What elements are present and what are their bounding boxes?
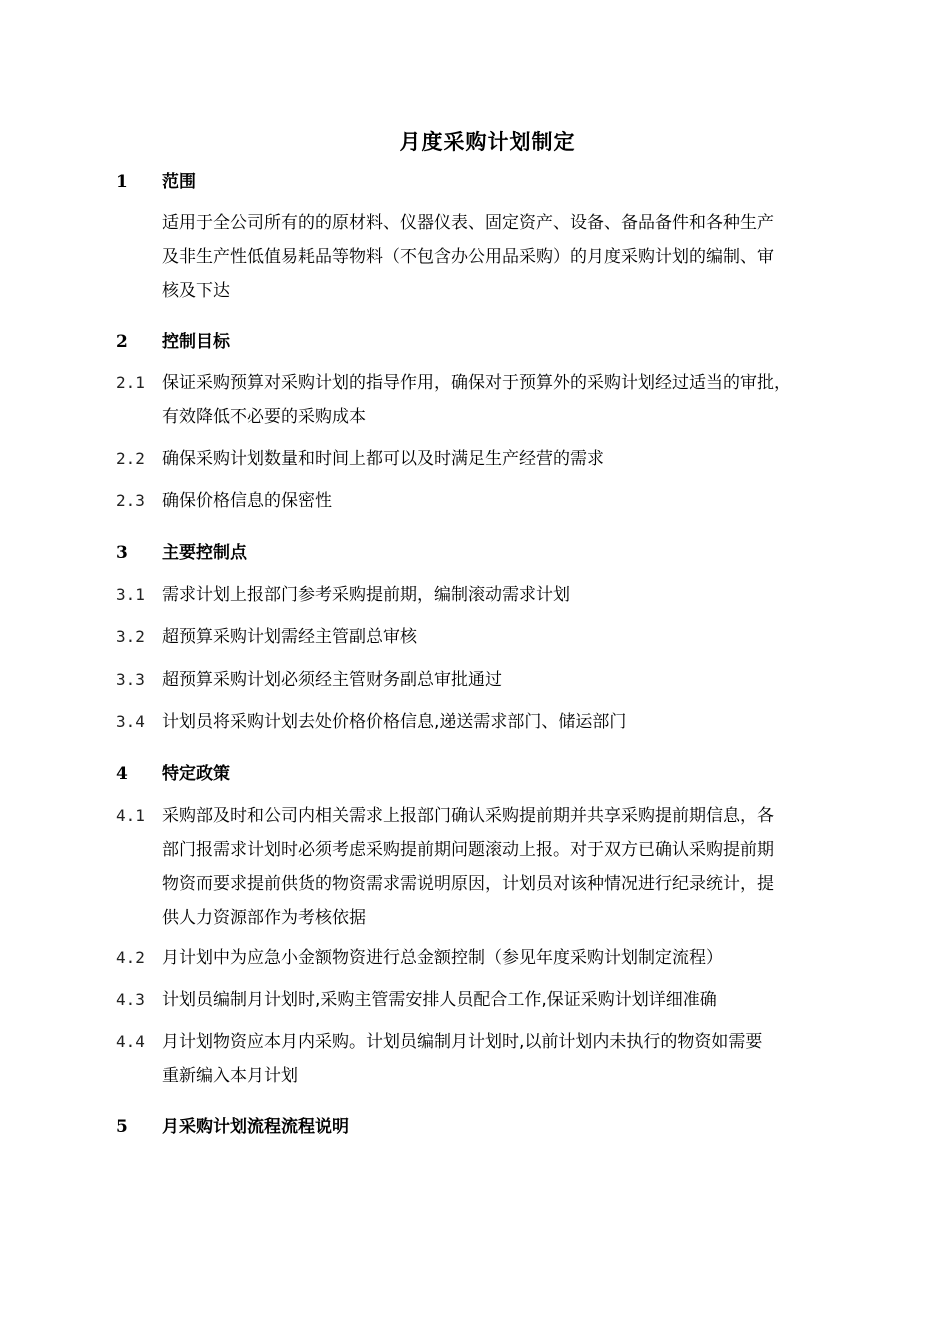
section-number: 1 [116, 172, 128, 192]
item-number: 4.4 [116, 1032, 145, 1051]
item-line: 物资而要求提前供货的物资需求需说明原因，计划员对该种情况进行纪录统计，提 [162, 874, 774, 894]
document-title: 月度采购计划制定 [399, 130, 576, 154]
item-line: 部门报需求计划时必须考虑采购提前期问题滚动上报。对于双方已确认采购提前期 [162, 840, 774, 860]
item-line: 需求计划上报部门参考采购提前期，编制滚动需求计划 [162, 585, 570, 605]
item-line: 月计划物资应本月内采购。计划员编制月计划时,以前计划内未执行的物资如需要 [162, 1032, 763, 1052]
item-number: 3.3 [116, 670, 145, 689]
item-number: 3.2 [116, 627, 145, 646]
item-line: 保证采购预算对采购计划的指导作用，确保对于预算外的采购计划经过适当的审批， [162, 373, 791, 393]
section-number: 2 [116, 332, 128, 352]
item-number: 4.1 [116, 806, 145, 825]
item-number: 3.1 [116, 585, 145, 604]
section-title: 控制目标 [162, 332, 230, 352]
item-body [162, 442, 866, 476]
scope-paragraph [162, 206, 862, 308]
item-body [162, 663, 866, 697]
item-body [162, 620, 866, 654]
item-line: 有效降低不必要的采购成本 [162, 407, 366, 427]
item-number: 2.2 [116, 449, 145, 468]
item-line: 超预算采购计划需经主管副总审核 [162, 627, 417, 647]
item-line: 重新编入本月计划 [162, 1066, 298, 1086]
item-number: 4.3 [116, 990, 145, 1009]
item-body [162, 983, 866, 1017]
paragraph-line: 及非生产性低值易耗品等物料（不包含办公用品采购）的月度采购计划的编制、审 [162, 247, 774, 267]
item-number: 4.2 [116, 948, 145, 967]
section-number: 5 [116, 1117, 128, 1137]
item-line: 供人力资源部作为考核依据 [162, 908, 366, 928]
item-body [162, 799, 866, 935]
paragraph-line: 核及下达 [162, 281, 230, 301]
item-body [162, 578, 866, 612]
item-line: 采购部及时和公司内相关需求上报部门确认采购提前期并共享采购提前期信息，各 [162, 806, 774, 826]
item-body [162, 705, 866, 739]
section-title: 特定政策 [162, 764, 230, 784]
item-body [162, 484, 866, 518]
item-line: 计划员编制月计划时,采购主管需安排人员配合工作,保证采购计划详细准确 [162, 990, 717, 1010]
item-line: 确保采购计划数量和时间上都可以及时满足生产经营的需求 [162, 449, 604, 469]
section-title: 主要控制点 [162, 543, 247, 563]
item-line: 月计划中为应急小金额物资进行总金额控制（参见年度采购计划制定流程） [162, 948, 723, 968]
item-body [162, 1025, 866, 1093]
item-body [162, 366, 866, 434]
item-body [162, 941, 866, 975]
item-number: 2.3 [116, 491, 145, 510]
section-number: 4 [116, 764, 128, 784]
section-number: 3 [116, 543, 128, 563]
item-number: 3.4 [116, 712, 145, 731]
item-line: 计划员将采购计划去处价格价格信息,递送需求部门、储运部门 [162, 712, 627, 732]
section-title: 范围 [162, 172, 196, 192]
section-title: 月采购计划流程流程说明 [162, 1117, 349, 1137]
item-number: 2.1 [116, 373, 145, 392]
item-line: 超预算采购计划必须经主管财务副总审批通过 [162, 670, 502, 690]
paragraph-line: 适用于全公司所有的的原材料、仪器仪表、固定资产、设备、备品备件和各种生产 [162, 213, 774, 233]
item-line: 确保价格信息的保密性 [162, 491, 332, 511]
